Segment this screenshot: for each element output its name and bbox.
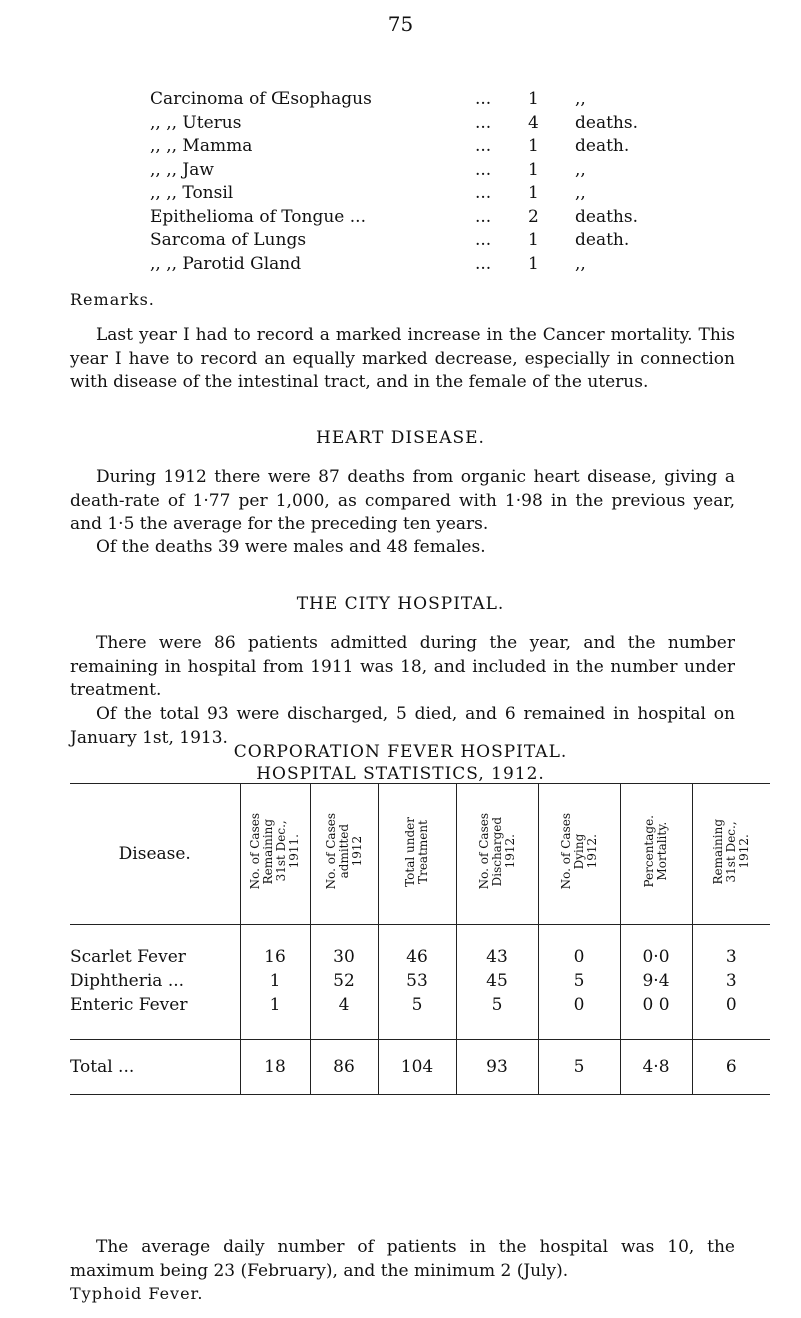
- table-cell: 53: [378, 969, 456, 993]
- death-unit: deaths.: [575, 112, 638, 133]
- heart-disease-text-1: During 1912 there were 87 deaths from organic heart disease, giving a death-rate of 1·77 per 1,000, as compared with 1·98 in the previous year, and 1·5 the average for the preceding ten years.: [70, 467, 735, 534]
- table-cell: 3: [692, 969, 770, 993]
- cancer-row: [150, 88, 750, 112]
- remarks-heading: Remarks.: [70, 290, 155, 309]
- heart-disease-paragraph-2: [70, 536, 735, 560]
- header-disease: [70, 784, 240, 925]
- header-remaining-1911: [240, 784, 310, 925]
- total-cell: 6: [692, 1040, 770, 1095]
- death-unit: death.: [575, 230, 630, 250]
- leader-dots: ...: [475, 206, 492, 227]
- cancer-site: Carcinoma of Œsophagus: [150, 89, 372, 109]
- heart-disease-heading: HEART DISEASE.: [316, 428, 485, 448]
- leader-dots: ...: [475, 230, 492, 250]
- death-count: 1: [528, 230, 539, 250]
- death-unit: deaths.: [575, 206, 638, 227]
- table-cell: 3: [692, 925, 770, 970]
- cancer-deaths-list: [150, 88, 750, 276]
- table-row: [70, 969, 770, 993]
- table-cell: 46: [378, 925, 456, 970]
- city-hospital-paragraph-1: [70, 632, 735, 703]
- disease-name: Diphtheria ...: [70, 971, 185, 991]
- death-count: 1: [528, 183, 539, 203]
- table-cell: 0: [538, 993, 620, 1040]
- corporation-heading: CORPORATION FEVER HOSPITAL.: [233, 742, 568, 762]
- closing-paragraph: [70, 1236, 735, 1283]
- cancer-site: Sarcoma of Lungs: [150, 230, 307, 250]
- death-count: 1: [528, 159, 539, 180]
- leader-dots: ...: [475, 112, 492, 133]
- header-admitted-1912-label: No. of Cases admitted 1912: [323, 813, 364, 890]
- remarks-paragraph: [70, 324, 735, 395]
- table-cell: 43: [456, 925, 538, 970]
- header-total-treatment: [378, 784, 456, 925]
- leader-dots: ...: [475, 136, 492, 156]
- table-cell: 5: [456, 993, 538, 1040]
- city-hospital-heading: THE CITY HOSPITAL.: [296, 594, 505, 614]
- remarks-text: Last year I had to record a marked increase in the Cancer mortality. This year I have to record an equally marked decrease, especially in connection with disease of the intestinal tract, and in the female of the uterus.: [70, 325, 735, 392]
- statistics-heading: HOSPITAL STATISTICS, 1912.: [256, 764, 545, 784]
- death-unit: ,,: [575, 183, 586, 203]
- heart-disease-text-2: Of the deaths 39 were males and 48 females.: [96, 537, 486, 557]
- death-unit: ,,: [575, 159, 586, 180]
- death-unit: ,,: [575, 253, 586, 274]
- leader-dots: ...: [475, 159, 492, 180]
- table-cell: 9·4: [620, 969, 692, 993]
- header-total-treatment-label: Total under Treatment: [403, 816, 430, 887]
- header-discharged-1912-label: No. of Cases Discharged 1912.: [476, 813, 517, 890]
- header-admitted-1912: [310, 784, 378, 925]
- cancer-site: ,, ,, Mamma: [150, 136, 253, 156]
- leader-dots: ...: [475, 183, 492, 203]
- typhoid-fever-heading: Typhoid Fever.: [70, 1284, 204, 1303]
- table-cell: 0·0: [620, 925, 692, 970]
- heart-disease-paragraph-1: [70, 466, 735, 537]
- table-cell: 5: [378, 993, 456, 1040]
- cancer-row: [150, 229, 750, 253]
- table-row: [70, 993, 770, 1040]
- header-percentage-mortality: [620, 784, 692, 925]
- cancer-site: ,, ,, Tonsil: [150, 183, 234, 203]
- leader-dots: ...: [475, 89, 492, 109]
- table-header-row: [70, 784, 770, 925]
- cancer-site: ,, ,, Jaw: [150, 159, 214, 180]
- cancer-row: [150, 182, 750, 206]
- header-disease-label: Disease.: [118, 844, 191, 864]
- table-cell: 0: [538, 925, 620, 970]
- header-discharged-1912: [456, 784, 538, 925]
- city-hospital-text-1: There were 86 patients admitted during the year, and the number remaining in hospital from 1911 was 18, and included in the number under treatment.: [70, 633, 735, 700]
- table-cell: 16: [240, 925, 310, 970]
- header-remaining-1911-label: No. of Cases Remaining 31st Dec., 1911.: [248, 813, 301, 890]
- total-label: Total ...: [70, 1040, 240, 1095]
- header-dying-1912: [538, 784, 620, 925]
- total-cell: 93: [456, 1040, 538, 1095]
- disease-name: Scarlet Fever: [70, 947, 186, 967]
- table-cell: 1: [240, 969, 310, 993]
- cancer-site: Epithelioma of Tongue ...: [150, 206, 366, 227]
- page-number: 75: [387, 12, 414, 36]
- death-unit: death.: [575, 136, 630, 156]
- cancer-row: [150, 135, 750, 159]
- total-cell: 86: [310, 1040, 378, 1095]
- table-row: [70, 925, 770, 970]
- closing-text: The average daily number of patients in the hospital was 10, the maximum being 23 (February), and the minimum 2 (July).: [70, 1237, 735, 1281]
- death-count: 1: [528, 136, 539, 156]
- table-cell: 30: [310, 925, 378, 970]
- total-cell: 4·8: [620, 1040, 692, 1095]
- table-cell: 1: [240, 993, 310, 1040]
- table-cell: 4: [310, 993, 378, 1040]
- total-row: [70, 1040, 770, 1095]
- header-remaining-1912-label: Remaining 31st Dec., 1912.: [710, 818, 751, 885]
- header-percentage-mortality-label: Percentage. Mortality.: [642, 815, 669, 888]
- total-cell: 18: [240, 1040, 310, 1095]
- hospital-statistics-table: [70, 783, 770, 1095]
- table-cell: 0 0: [620, 993, 692, 1040]
- total-cell: 5: [538, 1040, 620, 1095]
- table-cell: 45: [456, 969, 538, 993]
- city-hospital-text-2: Of the total 93 were discharged, 5 died, and 6 remained in hospital on January 1st, 1913.: [70, 704, 735, 748]
- death-count: 4: [528, 112, 539, 133]
- table-cell: 52: [310, 969, 378, 993]
- death-count: 2: [528, 206, 539, 227]
- cancer-site: ,, ,, Parotid Gland: [150, 253, 302, 274]
- cancer-row: [150, 112, 750, 136]
- cancer-row: [150, 253, 750, 277]
- death-count: 1: [528, 253, 539, 274]
- death-unit: ,,: [575, 89, 586, 109]
- total-cell: 104: [378, 1040, 456, 1095]
- leader-dots: ...: [475, 253, 492, 274]
- cancer-row: [150, 206, 750, 230]
- cancer-site: ,, ,, Uterus: [150, 112, 242, 133]
- table-cell: 0: [692, 993, 770, 1040]
- death-count: 1: [528, 89, 539, 109]
- cancer-row: [150, 159, 750, 183]
- disease-name: Enteric Fever: [70, 995, 188, 1015]
- header-remaining-1912: [692, 784, 770, 925]
- table-cell: 5: [538, 969, 620, 993]
- header-dying-1912-label: No. of Cases Dying 1912.: [558, 813, 599, 890]
